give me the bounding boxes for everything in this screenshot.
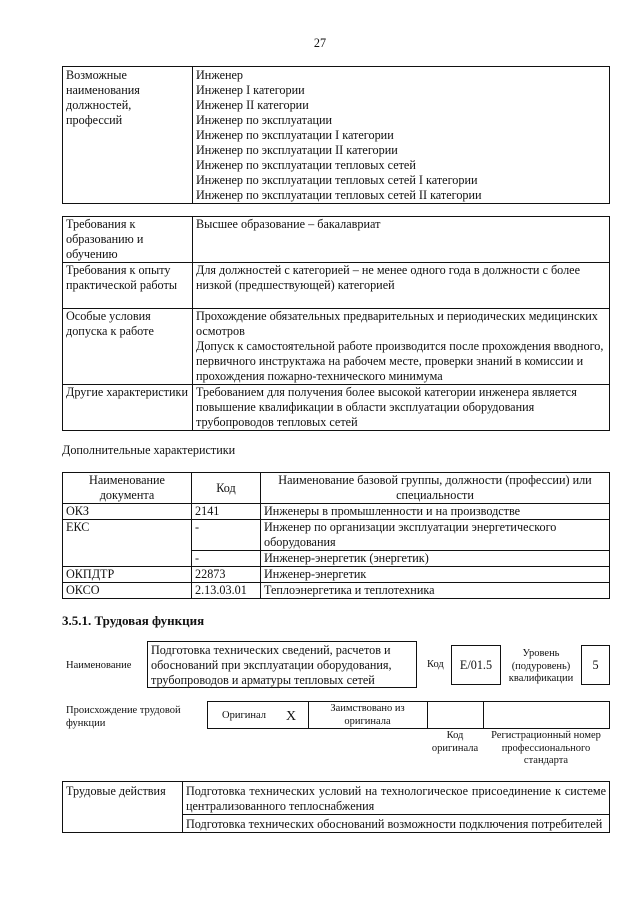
education-label: Требования к образованию и обучению bbox=[63, 217, 193, 263]
level-value-text: 5 bbox=[592, 658, 599, 672]
reg-number-label: Регистрационный номер профессионального стандарта bbox=[491, 730, 601, 766]
original-label: Оригинал bbox=[222, 710, 266, 721]
job-title-item: Инженер по эксплуатации тепловых сетей bbox=[196, 158, 416, 172]
level-label: Уровень (подуровень) квалификации bbox=[508, 648, 574, 684]
row-code: - bbox=[192, 520, 261, 551]
row-name: Инженер по организации эксплуатации энергетического оборудования bbox=[261, 520, 610, 551]
special-condition-1: Прохождение обязательных предварительных и периодических медицинских осмотров bbox=[196, 309, 598, 338]
row-name: Инженеры в промышленности и на производстве bbox=[261, 504, 610, 520]
row-doc: ОКПДТР bbox=[63, 567, 192, 583]
job-title-item: Инженер по эксплуатации II категории bbox=[196, 143, 398, 157]
table-row bbox=[63, 583, 610, 599]
education-value: Высшее образование – бакалавриат bbox=[193, 217, 610, 263]
section-heading: 3.5.1. Трудовая функция bbox=[62, 613, 205, 628]
experience-label: Требования к опыту практической работы bbox=[63, 263, 193, 309]
row-name: Инженер-энергетик (энергетик) bbox=[261, 551, 610, 567]
row-doc: ОКСО bbox=[63, 583, 192, 599]
other-characteristics-label: Другие характеристики bbox=[63, 385, 193, 431]
job-title-item: Инженер по эксплуатации тепловых сетей II категории bbox=[196, 188, 482, 202]
row-name: Инженер-энергетик bbox=[261, 567, 610, 583]
origin-divider bbox=[483, 702, 484, 728]
job-title-item: Инженер bbox=[196, 68, 244, 82]
other-characteristics-value: Требованием для получения более высокой категории инженера является повышение квалификации в области эксплуатации оборудования трубопроводов тепловых сетей bbox=[193, 385, 610, 431]
row-code: 22873 bbox=[192, 567, 261, 583]
special-condition-2: Допуск к самостоятельной работе производится после прохождения вводного, первичного инструктажа на рабочем месте, проверки знаний в комиссии и прохождения пожарно-технического минимума bbox=[196, 339, 604, 383]
job-title-item: Инженер II категории bbox=[196, 98, 309, 112]
special-conditions-value bbox=[193, 309, 610, 385]
col-doc-header: Наименование документа bbox=[63, 473, 192, 504]
table-row bbox=[63, 520, 610, 551]
col-name-header: Наименование базовой группы, должности (профессии) или специальности bbox=[261, 473, 610, 504]
row-doc: ЕКС bbox=[63, 520, 192, 567]
table-row bbox=[63, 567, 610, 583]
function-name-text: Подготовка технических сведений, расчетов и обоснований при эксплуатации оборудования, трубопроводов и арматуры тепловых сетей bbox=[151, 643, 392, 687]
job-title-item: Инженер по эксплуатации тепловых сетей I категории bbox=[196, 173, 478, 187]
experience-value: Для должностей с категорией – не менее одного года в должности с более низкой (предшествующей) категорией bbox=[193, 263, 610, 309]
origin-label: Происхождение трудовой функции bbox=[66, 705, 181, 729]
page-number: 27 bbox=[313, 36, 327, 50]
original-mark: X bbox=[286, 709, 297, 724]
row-code: 2141 bbox=[192, 504, 261, 520]
origin-table bbox=[207, 701, 610, 729]
job-titles-table bbox=[62, 66, 610, 204]
code-value bbox=[451, 645, 501, 685]
code-label: Код bbox=[427, 659, 444, 670]
borrowed-label: Заимствовано из оригинала bbox=[330, 703, 405, 727]
labor-action-item: Подготовка технических условий на технологическое присоединение к системе централизованного теплоснабжения bbox=[183, 782, 610, 815]
origin-divider bbox=[308, 702, 309, 728]
labor-actions-table bbox=[62, 781, 610, 833]
original-code-label: Код оригинала bbox=[431, 730, 479, 754]
special-conditions-label: Особые условия допуска к работе bbox=[63, 309, 193, 385]
requirements-table bbox=[62, 216, 610, 431]
job-title-item: Инженер по эксплуатации bbox=[196, 113, 333, 127]
row-code: 2.13.03.01 bbox=[192, 583, 261, 599]
function-name-value bbox=[147, 641, 417, 688]
additional-heading: Дополнительные характеристики bbox=[62, 443, 236, 457]
labor-action-item: Подготовка технических обоснований возможности подключения потребителей bbox=[183, 815, 610, 833]
row-code: - bbox=[192, 551, 261, 567]
row-doc: ОКЗ bbox=[63, 504, 192, 520]
job-titles-list bbox=[193, 67, 610, 204]
additional-table bbox=[62, 472, 610, 599]
col-code-header: Код bbox=[192, 473, 261, 504]
job-title-item: Инженер I категории bbox=[196, 83, 305, 97]
row-name: Теплоэнергетика и теплотехника bbox=[261, 583, 610, 599]
table-row bbox=[63, 504, 610, 520]
level-value bbox=[581, 645, 610, 685]
function-name-label: Наименование bbox=[66, 660, 132, 671]
job-title-item: Инженер по эксплуатации I категории bbox=[196, 128, 394, 142]
origin-divider bbox=[427, 702, 428, 728]
job-titles-label: Возможные наименования должностей, профессий bbox=[63, 67, 193, 204]
labor-actions-label: Трудовые действия bbox=[63, 782, 183, 833]
code-value-text: E/01.5 bbox=[459, 658, 493, 672]
